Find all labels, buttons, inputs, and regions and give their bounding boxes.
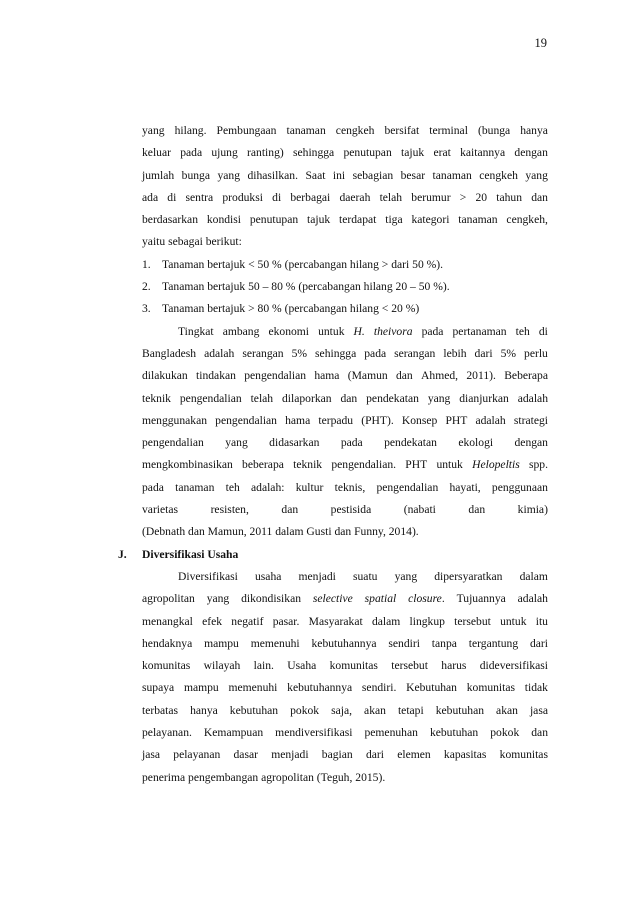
text-line: hendaknya mampu memenuhi kebutuhannya sendiri tanpa tergantung dari xyxy=(142,636,548,650)
text-line: teknik pengendalian telah dilaporkan dan pendekatan yang dianjurkan adalah xyxy=(142,391,548,405)
document-body xyxy=(118,120,548,789)
text-line: Tingkat ambang ekonomi untuk H. theivora pada pertanaman teh di xyxy=(178,324,548,338)
paragraph-1 xyxy=(142,120,548,254)
text-line: agropolitan yang dikondisikan selective spatial closure. Tujuannya adalah xyxy=(142,592,548,606)
text-line: komunitas wilayah lain. Usaha komunitas tersebut harus dideversifikasi xyxy=(142,659,548,673)
text-line: yaitu sebagai berikut: xyxy=(142,235,242,249)
list-item-text: Tanaman bertajuk < 50 % (percabangan hilang > dari 50 %). xyxy=(162,257,444,271)
list-item xyxy=(142,254,548,276)
list-item-text: Tanaman bertajuk 50 – 80 % (percabangan hilang 20 – 50 %). xyxy=(162,280,450,294)
section-heading xyxy=(118,544,548,566)
text-line: yang hilang. Pembungaan tanaman cengkeh bersifat terminal (bunga hanya xyxy=(142,124,548,137)
text-line: Diversifikasi usaha menjadi suatu yang dipersyaratkan dalam xyxy=(178,569,548,583)
list-item xyxy=(142,298,548,320)
numbered-list xyxy=(142,254,548,321)
text-line: terbatas hanya kebutuhan pokok saja, akan tetapi kebutuhan akan jasa xyxy=(142,703,548,717)
text-line: mengkombinasikan beberapa teknik pengendalian. PHT untuk Helopeltis spp. xyxy=(142,458,548,472)
text-line: (Debnath dan Mamun, 2011 dalam Gusti dan Funny, 2014). xyxy=(142,525,419,539)
list-item-text: Tanaman bertajuk > 80 % (percabangan hilang < 20 %) xyxy=(162,302,420,316)
text-line: menggunakan pengendalian hama terpadu (PHT). Konsep PHT adalah strategi xyxy=(142,413,548,427)
text-line: penerima pengembangan agropolitan (Teguh, 2015). xyxy=(142,770,386,784)
paragraph-3 xyxy=(142,566,548,789)
text-line: dilakukan tindakan pengendalian hama (Mamun dan Ahmed, 2011). Beberapa xyxy=(142,369,548,383)
page-number: 19 xyxy=(534,36,547,50)
text-line: jumlah bunga yang dihasilkan. Saat ini sebagian besar tanaman cengkeh yang xyxy=(142,168,548,182)
list-marker: 3. xyxy=(142,302,151,316)
text-line: Bangladesh adalah serangan 5% sehingga pada serangan lebih dari 5% perlu xyxy=(142,346,548,360)
text-line: pada tanaman teh adalah: kultur teknis, pengendalian hayati, penggunaan xyxy=(142,480,548,494)
list-marker: 2. xyxy=(142,280,151,294)
text-line: berdasarkan kondisi penutupan tajuk terdapat tiga kategori tanaman cengkeh, xyxy=(142,213,548,227)
text-line: pengendalian yang didasarkan pada pendekatan ekologi dengan xyxy=(142,436,548,450)
text-line: pelayanan. Kemampuan mendiversifikasi pemenuhan kebutuhan pokok dan xyxy=(142,726,548,740)
text-line: supaya mampu memenuhi kebutuhannya sendiri. Kebutuhan komunitas tidak xyxy=(142,681,548,695)
text-line: menangkal efek negatif pasar. Masyarakat dalam lingkup tersebut untuk itu xyxy=(142,614,548,628)
text-line: keluar pada ujung ranting) sehingga penutupan tajuk erat kaitannya dengan xyxy=(142,146,548,160)
section-number: J. xyxy=(118,547,127,561)
text-line: varietas resisten, dan pestisida (nabati dan kimia) xyxy=(142,503,548,517)
text-line: jasa pelayanan dasar menjadi bagian dari elemen kapasitas komunitas xyxy=(142,748,548,762)
list-item xyxy=(142,276,548,298)
section-title: Diversifikasi Usaha xyxy=(142,547,239,561)
paragraph-2 xyxy=(142,321,548,544)
list-marker: 1. xyxy=(142,257,151,271)
text-line: ada di sentra produksi di berbagai daerah telah berumur > 20 tahun dan xyxy=(142,190,548,204)
